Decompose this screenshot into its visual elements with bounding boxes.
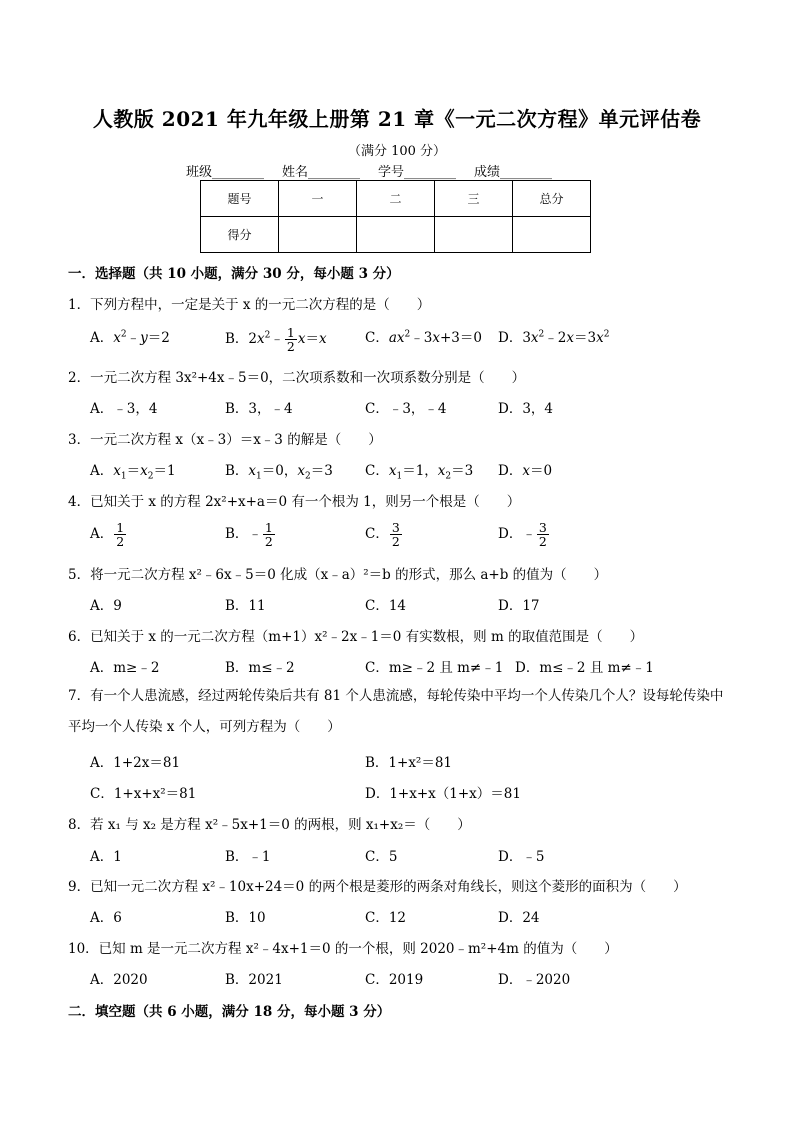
question-9-stem: 9．已知一元二次方程 x²﹣10x+24＝0 的两个根是菱形的两条对角线长，则这个菱形的面积为（ ） [68,879,687,895]
page-title: 人教版 2021 年九年级上册第 21 章《一元二次方程》单元评估卷 [92,107,702,131]
question-8-options [90,845,770,865]
option-d[interactable]: D．24 [498,910,540,926]
option-b[interactable]: B．2021 [225,972,283,988]
question-7-options-row2 [90,782,770,802]
question-5-stem: 5．将一元二次方程 x²﹣6x﹣5＝0 化成（x﹣a）²＝b 的形式，那么 a+b 的值为（ ） [68,567,608,583]
option-b[interactable]: B．$x_1=0$，$x_2=3$ [225,463,333,482]
question-6-stem: 6．已知关于 x 的一元二次方程（m+1）x²﹣2x﹣1＝0 有实数根，则 m 的取值范围是（ ） [68,629,644,645]
question-1-stem: 1．下列方程中，一定是关于 x 的一元二次方程的是（ ） [68,297,431,313]
question-9-options [90,906,770,926]
score-field[interactable]: 成绩________ [474,165,553,180]
option-b[interactable]: B．10 [225,910,266,926]
table-cell: 总分 [513,181,591,217]
option-a[interactable]: A．m≥﹣2 [90,660,160,676]
question-3-options [90,459,770,482]
option-a[interactable]: A．﹣3，4 [90,401,158,417]
option-c[interactable]: C．$x_1=1$，$x_2=3$ [365,463,474,482]
option-b[interactable]: B．3，﹣4 [225,401,293,417]
option-c[interactable]: C．14 [365,598,407,614]
option-c[interactable]: C．﹣3，﹣4 [365,401,447,417]
question-7-stem: 7．有一个人患流感，经过两轮传染后共有 81 个人患流感，每轮传染中平均一个人传染几个人？设每轮传染中平均一个人传染 x 个人，可列方程为（ ） [68,688,724,735]
option-c[interactable]: C．2019 [365,972,424,988]
question-4-options [90,521,770,551]
option-b[interactable]: B．﹣ $\frac{1}{2}$ [225,520,273,549]
question-2-options [90,397,770,417]
option-c[interactable]: C．1+x+x²＝81 [90,786,197,802]
option-d[interactable]: D．x＝0 [498,463,553,479]
option-d[interactable]: D．17 [498,598,540,614]
table-cell: 一 [279,181,357,217]
table-cell: 得分 [201,217,279,253]
option-c[interactable]: C．m≥﹣2 且 m≠﹣1 [365,660,504,676]
question-2-stem: 2．一元二次方程 3x²+4x﹣5＝0，二次项系数和一次项系数分别是（ ） [68,370,526,386]
score-table-header-row [201,181,591,217]
question-7-options-row1 [90,751,770,771]
option-d[interactable]: D．﹣ $\frac{3}{2}$ [498,520,547,549]
option-a[interactable]: A．6 [90,910,122,926]
option-a[interactable]: A．2020 [90,972,148,988]
student-id-field[interactable]: 学号________ [378,165,457,180]
question-10-stem: 10．已知 m 是一元二次方程 x²﹣4x+1＝0 的一个根，则 2020﹣m²+4m 的值为（ ） [68,941,618,957]
score-input-cell[interactable] [513,217,591,253]
question-5-options [90,594,770,614]
question-1-options [90,325,770,354]
table-cell: 三 [435,181,513,217]
option-d[interactable]: D．﹣5 [498,849,545,865]
option-d[interactable]: D．m≤﹣2 且 m≠﹣1 [515,660,654,676]
section-title-fill-in: 二．填空题（共 6 小题，满分 18 分，每小题 3 分） [68,1004,391,1020]
question-3-stem: 3．一元二次方程 x（x﹣3）＝x﹣3 的解是（ ） [68,432,382,448]
option-b[interactable]: B．1+x²＝81 [365,755,453,771]
option-d[interactable]: D．$3x^2﹣2x=3x^2$ [498,329,610,346]
score-table-score-row [201,217,591,253]
name-field[interactable]: 姓名________ [282,165,361,180]
option-d[interactable]: D．﹣2020 [498,972,571,988]
option-a[interactable]: A．$x_1=x_2=1$ [90,463,176,482]
score-table [200,180,591,253]
option-c[interactable]: C．12 [365,910,407,926]
page-subtitle: （满分 100 分） [347,144,447,159]
option-c[interactable]: C．5 [365,849,398,865]
option-a[interactable]: A．9 [90,598,122,614]
student-info-line [186,161,570,180]
question-4-stem: 4．已知关于 x 的方程 2x²+x+a＝0 有一个根为 1，则另一个根是（ ） [68,494,521,510]
question-10-options [90,968,770,988]
section-title-choice: 一．选择题（共 10 小题，满分 30 分，每小题 3 分） [68,266,400,282]
question-6-options [90,656,770,676]
option-a[interactable]: A． $\frac{1}{2}$ [90,520,125,549]
score-input-cell[interactable] [435,217,513,253]
table-cell: 题号 [201,181,279,217]
score-input-cell[interactable] [279,217,357,253]
option-c[interactable]: C．$ax^2﹣3x+3=0$ [365,329,482,346]
option-d[interactable]: D．3，4 [498,401,554,417]
option-b[interactable]: B．m≤﹣2 [225,660,295,676]
option-b[interactable]: B．11 [225,598,266,614]
option-a[interactable]: A．$x^2﹣y=2$ [90,329,170,346]
table-cell: 二 [357,181,435,217]
option-a[interactable]: A．1+2x＝81 [90,755,181,771]
score-input-cell[interactable] [357,217,435,253]
option-d[interactable]: D．1+x+x（1+x）＝81 [365,786,521,802]
option-b[interactable]: B．﹣1 [225,849,271,865]
class-field[interactable]: 班级________ [186,165,265,180]
option-b[interactable]: B．$2x^2﹣$ $\frac{1}{2}$ x＝x [225,325,327,354]
question-8-stem: 8．若 x₁ 与 x₂ 是方程 x²﹣5x+1＝0 的两根，则 x₁+x₂＝（ ） [68,817,471,833]
option-c[interactable]: C． $\frac{3}{2}$ [365,520,400,549]
option-a[interactable]: A．1 [90,849,122,865]
